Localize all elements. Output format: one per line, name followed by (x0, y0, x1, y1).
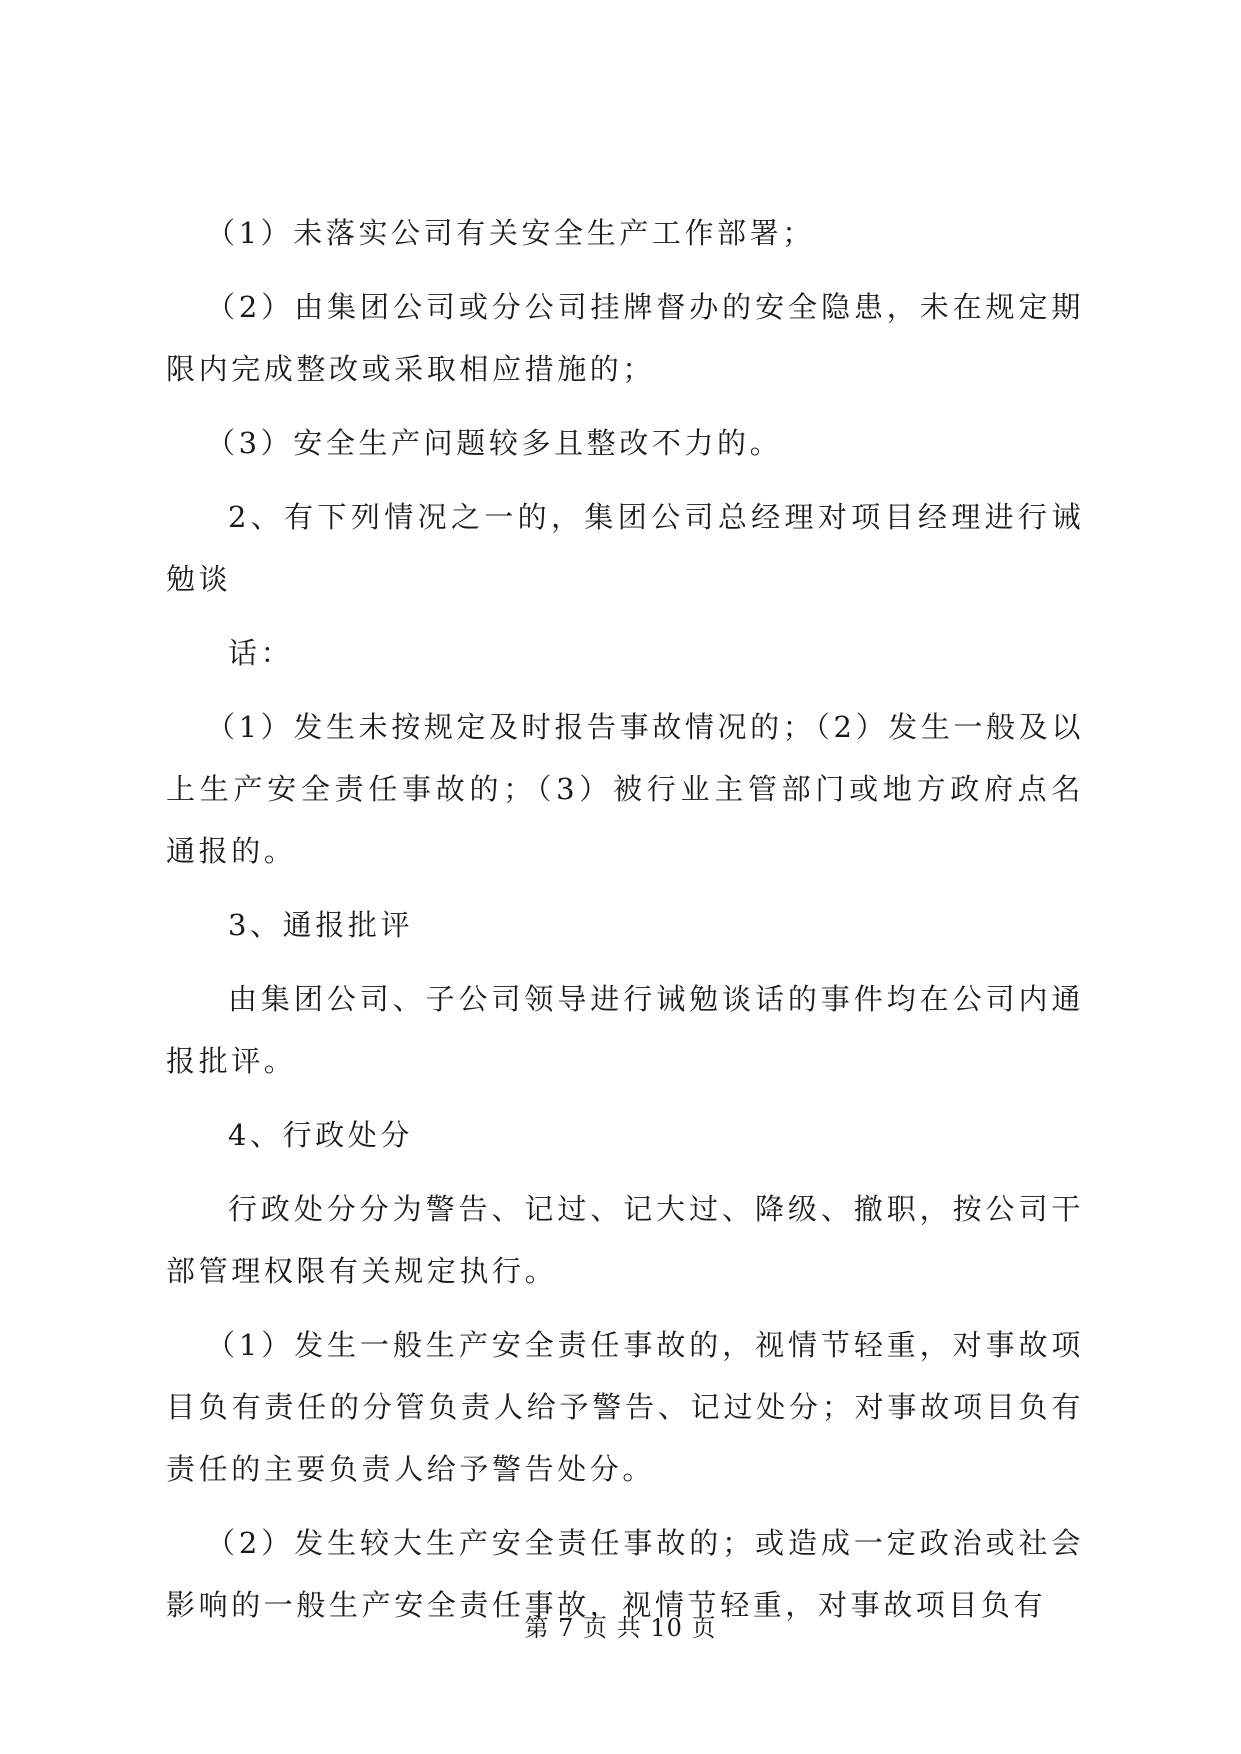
document-body (166, 202, 1084, 1648)
paragraph-notice-body: 由集团公司、子公司领导进行诫勉谈话的事件均在公司内通报批评。 (166, 982, 1084, 1078)
page-number-footer: 第 7 页 共 10 页 (524, 1614, 717, 1642)
paragraph-item-5: （1）发生未按规定及时报告事故情况的；（2）发生一般及以上生产安全责任事故的；（3）被行业主管部门或地方政府点名通报的。 (166, 710, 1084, 868)
section-heading-notice: 3、通报批评 (228, 908, 414, 942)
paragraph-penalty-item-2: （2）发生较大生产安全责任事故的；或造成一定政治或社会影响的一般生产安全责任事故，视情节轻重，对事故项目负有 (166, 1526, 1084, 1622)
section-heading-penalty: 4、行政处分 (228, 1118, 414, 1152)
paragraph-item-3: （3）安全生产问题较多且整改不力的。 (206, 426, 783, 460)
paragraph-item-1: （1）未落实公司有关安全生产工作部署； (206, 216, 815, 250)
paragraph-penalty-item-1: （1）发生一般生产安全责任事故的，视情节轻重，对事故项目负有责任的分管负责人给予警告、记过处分；对事故项目负有责任的主要负责人给予警告处分。 (166, 1328, 1084, 1486)
paragraph-penalty-body: 行政处分分为警告、记过、记大过、降级、撤职，按公司干部管理权限有关规定执行。 (166, 1192, 1084, 1288)
paragraph-item-4-heading: 2、有下列情况之一的，集团公司总经理对项目经理进行诫勉谈 (166, 500, 1084, 596)
paragraph-item-2: （2）由集团公司或分公司挂牌督办的安全隐患，未在规定期限内完成整改或采取相应措施的； (166, 290, 1084, 386)
paragraph-item-4-continuation: 话： (228, 636, 294, 670)
